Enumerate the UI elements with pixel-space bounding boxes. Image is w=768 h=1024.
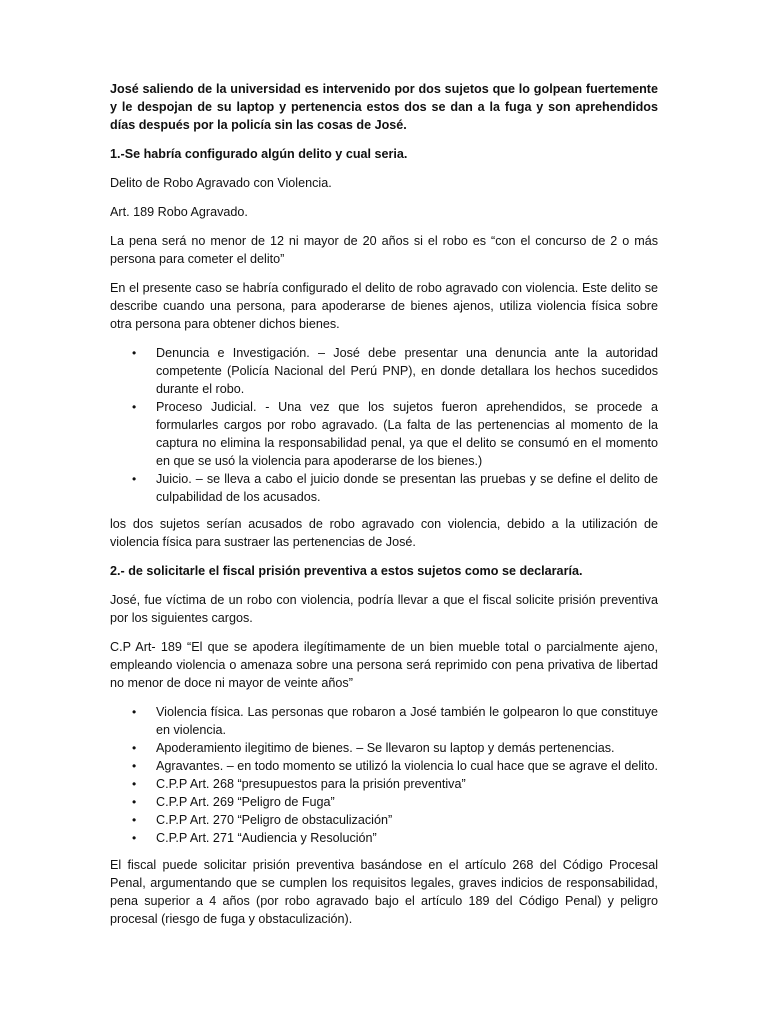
list-item	[110, 739, 658, 757]
list-item-text: Denuncia e Investigación. – José debe presentar una denuncia ante la autoridad competente (Policía Nacional del Perú PNP), en donde detallara los hechos sucedidos durante el robo.	[156, 346, 658, 396]
list-item	[110, 757, 658, 775]
q1-paragraph-1: Delito de Robo Agravado con Violencia.	[110, 176, 332, 190]
bullet-icon: •	[132, 400, 137, 414]
bullet-icon: •	[132, 705, 137, 719]
q2-conclusion: El fiscal puede solicitar prisión preventiva basándose en el artículo 268 del Código Procesal Penal, argumentando que se cumplen los requisitos legales, graves indicios de responsabilidad, pena superior a 4 años (por robo agravado bajo el artículo 189 del Código Penal) y peligro procesal (riesgo de fuga y obstaculización).	[110, 858, 658, 926]
q2-bullet-list	[110, 703, 658, 847]
q2-paragraph-2: C.P Art- 189 “El que se apodera ilegítimamente de un bien mueble total o parcialmente ajeno, empleando violencia o amenaza sobre una persona será reprimido con pena privativa de libertad no menor de doce ni mayor de veinte años”	[110, 640, 658, 690]
q1-paragraph-2: Art. 189 Robo Agravado.	[110, 205, 248, 219]
list-item-text: Proceso Judicial. - Una vez que los sujetos fueron aprehendidos, se procede a formularles cargos por robo agravado. (La falta de las pertenencias al momento de la captura no elimina la responsabilidad penal, ya que el delito se consumó en el momento en que se usó la violencia para apoderarse de los bienes.)	[156, 400, 658, 468]
list-item	[110, 793, 658, 811]
list-item-text: C.P.P Art. 268 “presupuestos para la prisión preventiva”	[156, 777, 466, 791]
question-1-heading: 1.-Se habría configurado algún delito y cual seria.	[110, 147, 408, 161]
bullet-icon: •	[132, 831, 137, 845]
list-item-text: Violencia física. Las personas que robaron a José también le golpearon lo que constituye en violencia.	[156, 705, 658, 737]
list-item	[110, 811, 658, 829]
list-item-text: C.P.P Art. 271 “Audiencia y Resolución”	[156, 831, 377, 845]
q1-conclusion: los dos sujetos serían acusados de robo agravado con violencia, debido a la utilización de violencia física para sustraer las pertenencias de José.	[110, 517, 658, 549]
bullet-icon: •	[132, 759, 137, 773]
bullet-icon: •	[132, 346, 137, 360]
list-item-text: C.P.P Art. 270 “Peligro de obstaculización”	[156, 813, 393, 827]
list-item-text: Juicio. – se lleva a cabo el juicio donde se presentan las pruebas y se define el delito de culpabilidad de los acusados.	[156, 472, 658, 504]
bullet-icon: •	[132, 813, 137, 827]
list-item	[110, 398, 658, 470]
list-item-text: C.P.P Art. 269 “Peligro de Fuga”	[156, 795, 335, 809]
q1-paragraph-3: La pena será no menor de 12 ni mayor de 20 años si el robo es “con el concurso de 2 o más persona para cometer el delito”	[110, 234, 658, 266]
bullet-icon: •	[132, 777, 137, 791]
document-page	[110, 80, 658, 939]
intro-paragraph: José saliendo de la universidad es intervenido por dos sujetos que lo golpean fuertemente y le despojan de su laptop y pertenencia estos dos se dan a la fuga y son aprehendidos días después por la policía sin las cosas de José.	[110, 82, 658, 132]
list-item	[110, 775, 658, 793]
bullet-icon: •	[132, 741, 137, 755]
list-item	[110, 344, 658, 398]
list-item-text: Agravantes. – en todo momento se utilizó la violencia lo cual hace que se agrave el delito.	[156, 759, 658, 773]
list-item	[110, 703, 658, 739]
bullet-icon: •	[132, 795, 137, 809]
q1-paragraph-4: En el presente caso se habría configurado el delito de robo agravado con violencia. Este delito se describe cuando una persona, para apoderarse de bienes ajenos, utiliza violencia física sobre otra persona para obtener dichos bienes.	[110, 281, 658, 331]
list-item	[110, 829, 658, 847]
q1-bullet-list	[110, 344, 658, 506]
q2-paragraph-1: José, fue víctima de un robo con violencia, podría llevar a que el fiscal solicite prisión preventiva por los siguientes cargos.	[110, 593, 658, 625]
list-item	[110, 470, 658, 506]
question-2-heading: 2.- de solicitarle el fiscal prisión preventiva a estos sujetos como se declararía.	[110, 564, 583, 578]
list-item-text: Apoderamiento ilegitimo de bienes. – Se llevaron su laptop y demás pertenencias.	[156, 741, 615, 755]
bullet-icon: •	[132, 472, 137, 486]
